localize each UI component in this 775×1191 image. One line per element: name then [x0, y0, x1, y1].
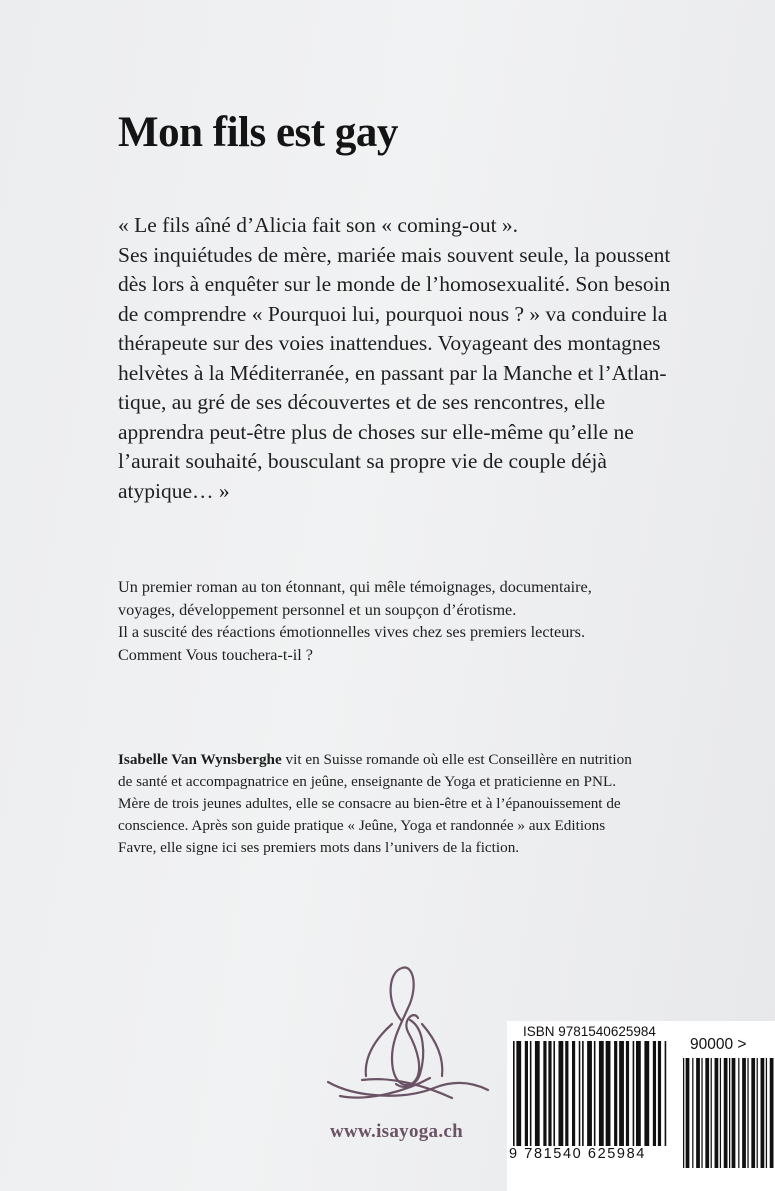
barcode-bar — [548, 1041, 551, 1146]
blurb-line: tique, au gré de ses découvertes et de ses rencontres, elle — [118, 390, 606, 414]
barcode-bar — [653, 1041, 656, 1146]
price-code: 90000 > — [690, 1036, 747, 1053]
book-title: Mon fils est gay — [118, 109, 398, 156]
barcode-bar — [553, 1041, 555, 1146]
barcode-bar — [606, 1041, 611, 1146]
ean-barcode — [513, 1041, 668, 1146]
bio-line: conscience. Après son guide pratique « Jeûne, Yoga et randonnée » aux Editions — [118, 817, 606, 834]
barcode-bar — [724, 1058, 728, 1168]
teaser-line: Comment Vous touchera-t-il ? — [118, 645, 313, 664]
barcode-bar — [516, 1041, 521, 1146]
barcode-bar — [766, 1058, 767, 1168]
bio-line: Favre, elle signe ici ses premiers mots dans l’univers de la fiction. — [118, 839, 520, 856]
barcode-bar — [720, 1058, 721, 1168]
barcode-bar — [696, 1058, 700, 1168]
teaser-line: voyages, développement personnel et un soupçon d’érotisme. — [118, 600, 517, 619]
barcode-bar — [644, 1041, 649, 1146]
blurb-line: helvètes à la Méditerranée, en passant par la Manche et l’Atlan- — [118, 360, 667, 385]
barcode-bar — [665, 1041, 667, 1146]
blurb-line: thérapeute sur des voies inattendues. Voyageant des montagnes — [118, 331, 661, 355]
barcode-bar — [732, 1058, 736, 1168]
barcode-bar — [742, 1058, 746, 1168]
ean-digits: 9 781540 625984 — [509, 1146, 646, 1162]
barcode-bar — [701, 1058, 702, 1168]
website-link[interactable]: www.isayoga.ch — [330, 1121, 463, 1142]
barcode-bar — [558, 1041, 563, 1146]
bio-line: Mère de trois jeunes adultes, elle se consacre au bien-être et à l’épanouissement de — [118, 795, 621, 812]
blurb-line: dès lors à enquêter sur le monde de l’homosexualité. Son besoin — [118, 272, 671, 296]
blurb-line: « Le fils aîné d’Alicia fait son « coming-out ». — [118, 213, 519, 237]
barcode-bar — [599, 1041, 604, 1146]
blurb-line: atypique… » — [118, 478, 230, 503]
barcode-bar — [525, 1041, 528, 1146]
blurb-line: Ses inquiétudes de mère, mariée mais souvent seule, la poussent — [118, 242, 671, 267]
addon-barcode — [683, 1058, 775, 1168]
barcode-bar — [729, 1058, 730, 1168]
barcode-bar — [565, 1041, 568, 1146]
barcode-bar — [751, 1058, 755, 1168]
barcode-bar — [761, 1058, 765, 1168]
blurb-line: apprendra peut-être plus de choses sur elle-même qu’elle ne — [118, 419, 634, 444]
barcode-bar — [705, 1058, 709, 1168]
teaser-paragraph — [118, 576, 718, 666]
bio-line — [118, 749, 738, 771]
author-name: Isabelle Van Wynsberghe — [118, 751, 282, 768]
bio-line: de santé et accompagnatrice en jeûne, enseignante de Yoga et praticienne en PNL. — [118, 773, 617, 790]
barcode-bar — [633, 1041, 635, 1146]
barcode-bar — [658, 1041, 661, 1146]
teaser-line: Il a suscité des réactions émotionnelles vives chez ses premiers lecteurs. — [118, 623, 586, 642]
barcode-bar — [543, 1041, 546, 1146]
blurb-paragraph — [118, 211, 718, 506]
barcode-bar — [535, 1041, 540, 1146]
meditating-figure-icon — [322, 958, 492, 1108]
barcode-bar — [738, 1058, 739, 1168]
barcode-bar — [582, 1041, 584, 1146]
barcode-bar — [692, 1058, 693, 1168]
barcode-bar — [686, 1058, 690, 1168]
barcode-bar — [770, 1058, 774, 1168]
isbn-label: ISBN 9781540625984 — [523, 1024, 656, 1039]
barcode-bar — [711, 1058, 712, 1168]
barcode-bar — [619, 1041, 624, 1146]
blurb-line: de comprendre « Pourquoi lui, pourquoi nous ? » va conduire la — [118, 301, 668, 326]
barcode-bar — [757, 1058, 758, 1168]
barcode-bar — [587, 1041, 592, 1146]
barcode-bar — [626, 1041, 629, 1146]
barcode-bar — [530, 1041, 532, 1146]
blurb-line: l’aurait souhaité, bousculant sa propre vie de couple déjà — [118, 449, 607, 473]
barcode-bar — [747, 1058, 748, 1168]
barcode-bar — [614, 1041, 617, 1146]
teaser-line: Un premier roman au ton étonnant, qui mêle témoignages, documentaire, — [118, 578, 592, 596]
barcode-bar — [579, 1041, 581, 1146]
barcode-bar — [683, 1058, 684, 1168]
bio-first-line-text: vit en Suisse romande où elle est Conseillère en nutrition — [281, 751, 632, 768]
barcode-bar — [715, 1058, 719, 1168]
barcode-bar — [636, 1041, 641, 1146]
barcode-bar — [572, 1041, 575, 1146]
barcode-bar — [594, 1041, 596, 1146]
author-bio — [118, 749, 738, 859]
barcode-bar — [513, 1041, 515, 1146]
